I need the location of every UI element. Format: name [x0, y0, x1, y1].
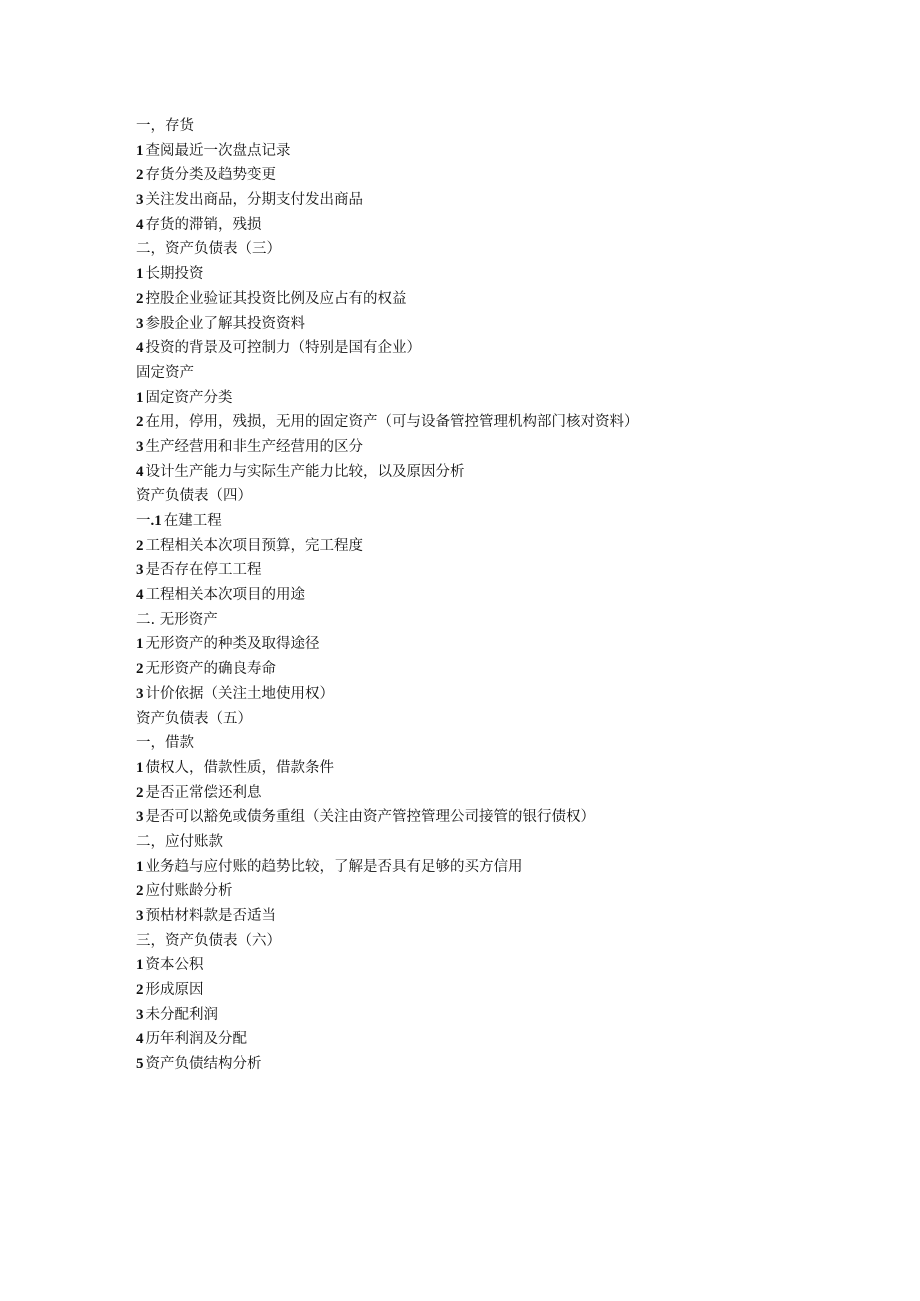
section-heading	[136, 114, 836, 139]
document-body	[136, 114, 836, 1077]
list-item	[136, 558, 836, 583]
item-number: 4	[136, 1031, 144, 1048]
line-text: 在建工程	[163, 513, 222, 529]
line-text: 查阅最近一次盘点记录	[145, 142, 291, 159]
list-item	[136, 312, 836, 337]
line-text: 债权人，借款性质，借款条件	[145, 759, 334, 776]
line-text: 资产负债表（四）	[136, 488, 252, 505]
item-number: 4	[136, 216, 144, 233]
list-item	[136, 1003, 836, 1028]
line-text: 工程相关本次项目预算，完工程度	[145, 537, 363, 554]
item-number: 4	[136, 340, 144, 357]
line-text: 存货的滞销，残损	[145, 216, 262, 233]
line-text: 在用，停用，残损，无用的固定资产（可与设备管控管理机构部门核对资料）	[145, 414, 639, 431]
list-item	[136, 756, 836, 781]
list-item	[136, 435, 836, 460]
list-item	[136, 978, 836, 1003]
line-text: 设计生产能力与实际生产能力比较，以及原因分析	[145, 463, 465, 480]
item-number: 3	[136, 562, 144, 579]
item-number: 1	[136, 389, 144, 406]
line-text: 二，资产负债表（三）	[136, 241, 281, 258]
line-text: 三，资产负债表（六）	[136, 932, 281, 949]
line-text: 是否存在停工工程	[145, 562, 262, 579]
list-item	[136, 262, 836, 287]
line-text: 投资的背景及可控制力（特别是国有企业）	[145, 340, 421, 357]
list-item	[136, 534, 836, 559]
line-text: 资产负债结构分析	[145, 1056, 262, 1073]
section-heading	[136, 830, 836, 855]
item-number: 1	[136, 957, 144, 974]
line-text: 资产负债表（五）	[136, 710, 252, 727]
list-item	[136, 287, 836, 312]
list-item	[136, 657, 836, 682]
item-number: 3	[136, 908, 144, 924]
list-item	[136, 336, 836, 361]
section-heading	[136, 707, 836, 732]
section-heading	[136, 484, 836, 509]
section-heading	[136, 608, 836, 633]
list-item	[136, 213, 836, 238]
line-text: 固定资产	[136, 364, 194, 381]
line-text: 二，应付账款	[136, 833, 223, 850]
line-prefix: 一	[136, 513, 151, 529]
line-text: 是否可以豁免或债务重组（关注由资产管控管理公司接管的银行债权）	[145, 809, 595, 826]
line-text: 固定资产分类	[145, 389, 233, 406]
item-number: 5	[136, 1056, 144, 1073]
list-item	[136, 460, 836, 485]
line-text: 形成原因	[145, 982, 204, 999]
line-text: 一，借款	[136, 735, 194, 752]
line-text: 历年利润及分配	[145, 1031, 247, 1048]
line-text: 存货分类及趋势变更	[145, 167, 276, 184]
item-number: 4	[136, 463, 144, 480]
list-item	[136, 953, 836, 978]
line-text: 关注发出商品，分期支付发出商品	[145, 192, 363, 209]
list-item	[136, 410, 836, 435]
item-number: 3	[136, 685, 144, 702]
item-number: 2	[136, 290, 144, 307]
line-text: 是否正常偿还利息	[145, 784, 262, 801]
line-text: 业务趋与应付账的趋势比较，了解是否具有足够的买方信用	[145, 858, 523, 875]
item-number: 2	[136, 784, 144, 801]
item-number: 2	[136, 661, 144, 678]
item-number: 2	[136, 537, 144, 554]
list-item	[136, 682, 836, 707]
line-text: 资本公积	[145, 957, 204, 974]
item-number: .1	[150, 513, 162, 529]
section-heading	[136, 361, 836, 386]
list-item	[136, 386, 836, 411]
line-text: 计价依据（关注土地使用权）	[145, 685, 334, 702]
list-item	[136, 139, 836, 164]
line-text: 无形资产的种类及取得途径	[145, 636, 320, 653]
list-item	[136, 805, 836, 830]
item-number: 2	[136, 883, 144, 900]
item-number: 3	[136, 315, 144, 332]
line-text: 一，存货	[136, 118, 194, 134]
list-item	[136, 163, 836, 188]
item-number: 3	[136, 438, 144, 455]
line-text: 生产经营用和非生产经营用的区分	[145, 438, 363, 455]
line-text: 长期投资	[145, 266, 204, 283]
item-number: 1	[136, 858, 144, 875]
list-item	[136, 509, 836, 534]
list-item	[136, 583, 836, 608]
section-heading	[136, 237, 836, 262]
item-number: 1	[136, 759, 144, 776]
item-number: 1	[136, 142, 144, 159]
item-number: 2	[136, 167, 144, 184]
item-number: 1	[136, 636, 144, 653]
list-item	[136, 1052, 836, 1077]
line-text: 未分配利润	[145, 1006, 218, 1023]
section-heading	[136, 929, 836, 954]
line-text: 二. 无形资产	[136, 611, 218, 628]
item-number: 2	[136, 982, 144, 999]
line-text: 应付账龄分析	[145, 883, 233, 900]
list-item	[136, 1027, 836, 1052]
item-number: 3	[136, 1006, 144, 1023]
list-item	[136, 632, 836, 657]
section-heading	[136, 731, 836, 756]
item-number: 3	[136, 809, 144, 826]
list-item	[136, 855, 836, 880]
line-text: 控股企业验证其投资比例及应占有的权益	[145, 290, 407, 307]
item-number: 2	[136, 414, 144, 431]
list-item	[136, 879, 836, 904]
line-text: 参股企业了解其投资资料	[145, 315, 305, 332]
item-number: 4	[136, 587, 144, 604]
line-text: 预枯材料款是否适当	[145, 908, 276, 924]
item-number: 3	[136, 192, 144, 209]
list-item	[136, 781, 836, 806]
line-text: 工程相关本次项目的用途	[145, 587, 305, 604]
line-text: 无形资产的确良寿命	[145, 661, 276, 678]
list-item	[136, 904, 836, 929]
item-number: 1	[136, 266, 144, 283]
list-item	[136, 188, 836, 213]
